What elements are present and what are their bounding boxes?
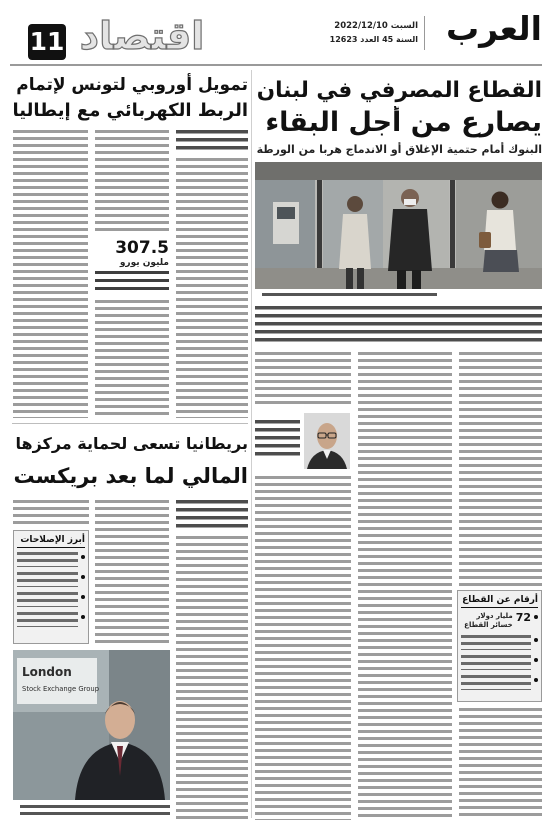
britain-body-column-3 [13, 500, 89, 526]
lebanon-subheadline: البنوك أمام حتمية الإغلاق أو الاندماج هربا من الورطة [256, 143, 542, 156]
lebanon-body-column-1-continued [459, 708, 542, 820]
column-divider [251, 70, 252, 818]
lebanon-body-column-2 [358, 352, 452, 820]
lebanon-headline-line-2: يصارع من أجل البقاء [265, 107, 542, 138]
figures-item-number: 72 [515, 611, 531, 624]
reforms-item [17, 592, 85, 607]
figures-item-text-lines [461, 675, 531, 690]
tunisia-headline-line-2: الربط الكهربائي مع إيطاليا [12, 100, 248, 121]
expert-portrait-image [304, 413, 350, 469]
bullet-icon [534, 678, 538, 682]
bullet-icon [81, 595, 85, 599]
lebanon-body-column-3 [255, 352, 351, 408]
bullet-icon [534, 638, 538, 642]
figures-item [461, 635, 538, 650]
tunisia-body-column-2-continued [95, 300, 169, 418]
lebanon-lead-paragraph [255, 306, 542, 346]
lebanon-figures-box [457, 590, 542, 702]
issue-date: السبت 2022/12/10 [334, 21, 418, 31]
article-divider [12, 423, 248, 424]
bullet-icon [81, 615, 85, 619]
photo-sign-line-2: Stock Exchange Group [22, 685, 100, 693]
britain-headline-line-2: المالي لما بعد بريكست [13, 464, 248, 488]
figures-item [461, 655, 538, 670]
expert-portrait [304, 413, 350, 469]
section-title: اقتصاد [79, 14, 205, 58]
tunisia-body-column-3 [13, 130, 88, 418]
issue-number: السنة 45 العدد 12623 [330, 35, 418, 44]
pull-quote-text-lines [95, 271, 169, 295]
britain-reforms-box [13, 530, 89, 644]
london-stock-exchange-photo-image [13, 650, 170, 800]
figures-item [461, 612, 538, 630]
lebanon-body-column-3-continued [255, 476, 351, 820]
masthead-rule [10, 64, 542, 66]
tunisia-lead-paragraph [176, 130, 248, 154]
pull-quote-text: مليون يورو [119, 258, 169, 268]
reforms-item-text-lines [17, 572, 78, 587]
figures-item-text-lines [461, 635, 531, 650]
tunisia-body-column-2 [95, 130, 169, 234]
reforms-item [17, 552, 85, 567]
reforms-item [17, 572, 85, 587]
london-stock-exchange-photo [13, 650, 170, 800]
bullet-icon [81, 555, 85, 559]
britain-headline-line-1: بريطانيا تسعى لحماية مركزها [15, 434, 248, 453]
pull-quote-number: 307.5 [115, 238, 169, 258]
page-number-badge: 11 [28, 24, 66, 60]
tunisia-pull-quote [95, 238, 169, 296]
bullet-icon [534, 658, 538, 662]
tunisia-body-column-1 [176, 158, 248, 418]
reforms-item-text-lines [17, 552, 78, 567]
newspaper-logo: العرب [445, 9, 542, 48]
figures-item-text: مليار دولار خسائر القطاع [464, 612, 513, 629]
bank-photo-caption [262, 293, 437, 296]
lebanon-body-column-1 [459, 352, 542, 586]
bullet-icon [534, 615, 538, 619]
britain-body-column-2 [95, 500, 169, 645]
reforms-item-text-lines [17, 612, 78, 627]
figures-item [461, 675, 538, 690]
bank-branch-photo-image [255, 162, 542, 289]
expert-portrait-caption [255, 420, 300, 460]
masthead-separator [424, 16, 425, 50]
figures-item-text-lines [461, 655, 531, 670]
bullet-icon [81, 575, 85, 579]
reforms-box-title: أبرز الإصلاحات [17, 531, 85, 548]
tunisia-headline-line-1: تمويل أوروبي لتونس لإتمام [16, 75, 248, 95]
figures-box-title: أرقام عن القطاع [461, 591, 538, 608]
bank-branch-photo [255, 162, 542, 289]
photo-sign-line-1: London [22, 665, 72, 679]
london-photo-caption [20, 805, 170, 815]
lebanon-headline-line-1: القطاع المصرفي في لبنان [256, 78, 542, 103]
reforms-item-text-lines [17, 592, 78, 607]
reforms-item [17, 612, 85, 627]
britain-lead-paragraph [176, 500, 248, 532]
britain-body-column-1 [176, 536, 248, 820]
